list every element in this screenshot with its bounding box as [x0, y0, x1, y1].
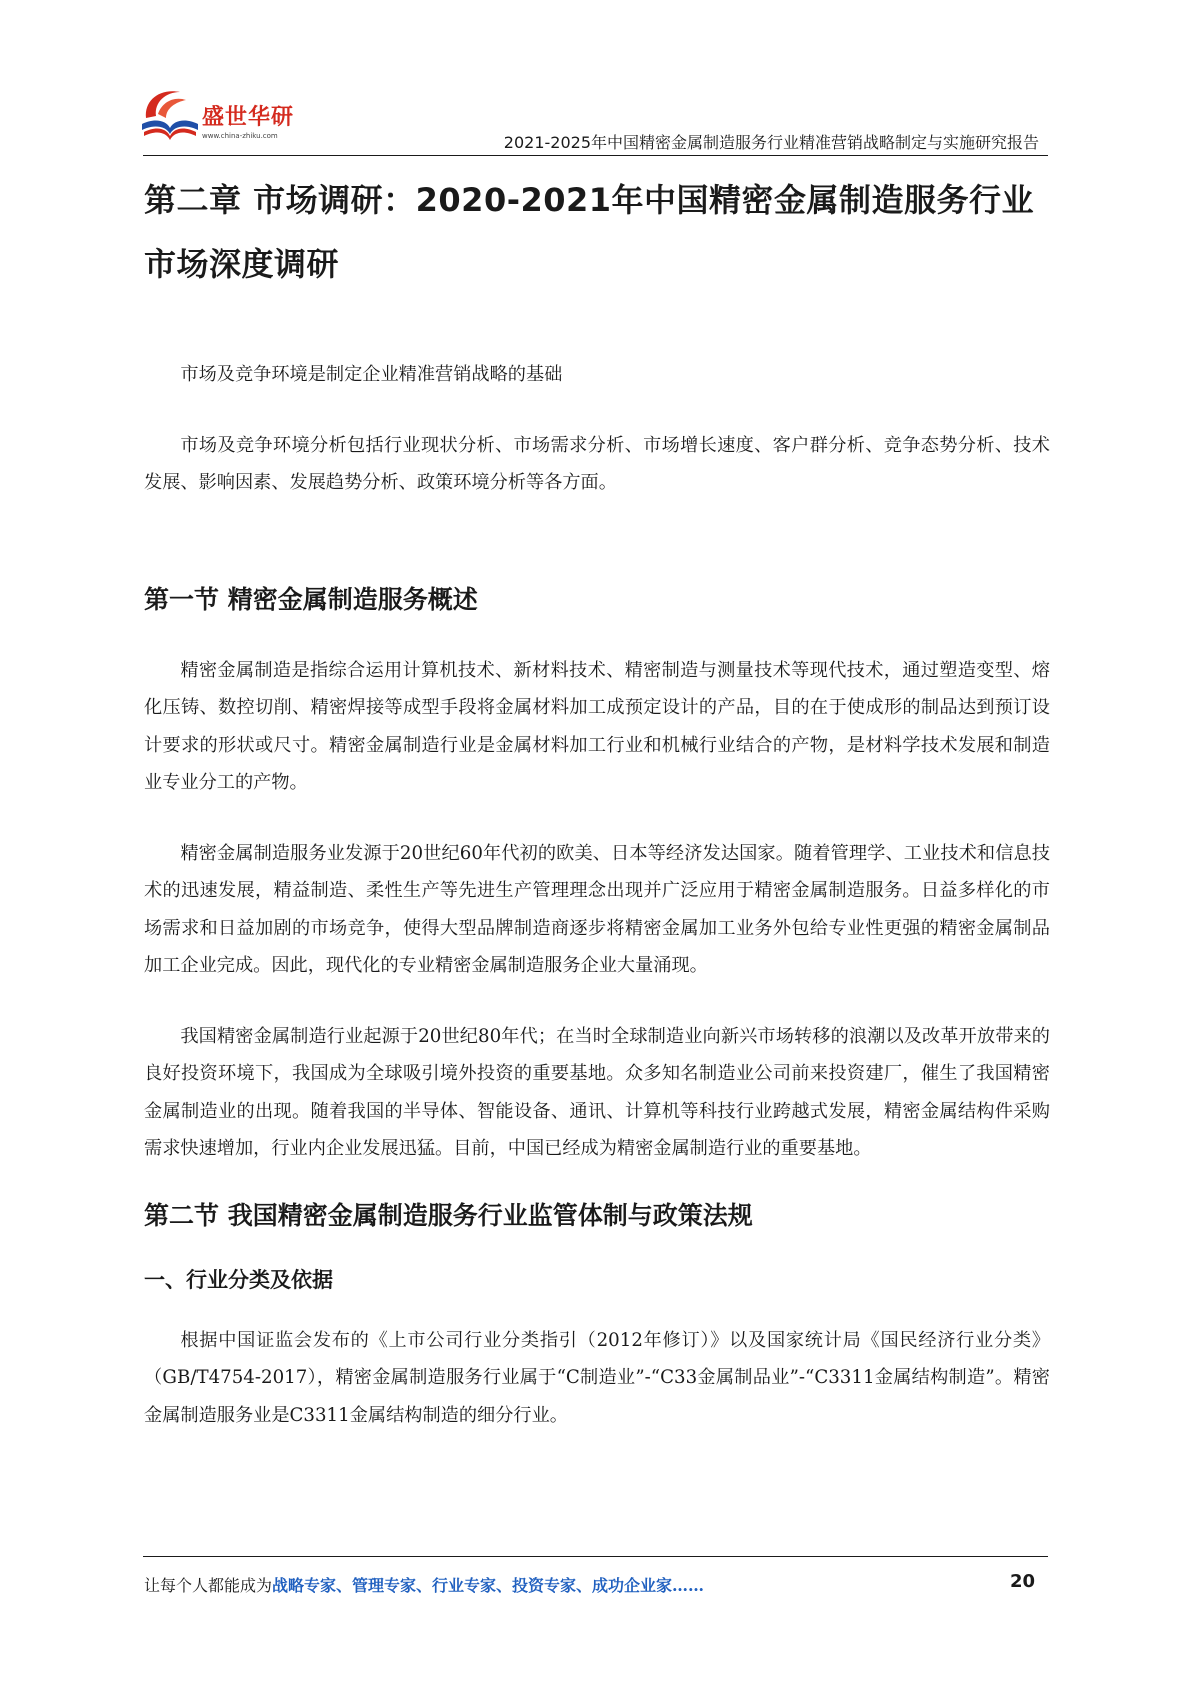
page-content	[144, 168, 1050, 1434]
logo-book-swoosh-icon	[140, 84, 200, 146]
footer-divider	[143, 1556, 1048, 1557]
footer-slogan-highlight: 战略专家、管理专家、行业专家、投资专家、成功企业家……	[272, 1576, 705, 1595]
intro-paragraph: 市场及竞争环境是制定企业精准营销战略的基础	[180, 364, 563, 385]
footer-slogan-prefix: 让每个人都能成为	[144, 1576, 273, 1595]
header-divider	[143, 155, 1048, 156]
intro-paragraph: 市场及竞争环境分析包括行业现状分析、市场需求分析、市场增长速度、客户群分析、竞争态势分析、技术发展、影响因素、发展趋势分析、政策环境分析等各方面。	[144, 434, 1050, 493]
page-number: 20	[1009, 1571, 1035, 1592]
chapter-title: 第二章 市场调研：2020-2021年中国精密金属制造服务行业市场深度调研	[144, 181, 1035, 283]
body-paragraph: 精密金属制造是指综合运用计算机技术、新材料技术、精密制造与测量技术等现代技术，通过塑造变型、熔化压铸、数控切削、精密焊接等成型手段将金属材料加工成预定设计的产品，目的在于使成形的制品达到预订设计要求的形状或尺寸。精密金属制造行业是金属材料加工行业和机械行业结合的产物，是材料学技术发展和制造业专业分工的产物。	[144, 659, 1050, 793]
report-title: 2021-2025年中国精密金属制造服务行业精准营销战略制定与实施研究报告	[503, 133, 1039, 152]
section-title: 第一节 精密金属制造服务概述	[144, 584, 478, 614]
body-paragraph: 我国精密金属制造行业起源于20世纪80年代；在当时全球制造业向新兴市场转移的浪潮以及改革开放带来的良好投资环境下，我国成为全球吸引境外投资的重要基地。众多知名制造业公司前来投资建厂，催生了我国精密金属制造业的出现。随着我国的半导体、智能设备、通讯、计算机等科技行业跨越式发展，精密金属结构件采购需求快速增加，行业内企业发展迅猛。目前，中国已经成为精密金属制造行业的重要基地。	[144, 1025, 1050, 1159]
section-title: 第二节 我国精密金属制造服务行业监管体制与政策法规	[144, 1200, 753, 1230]
logo-name: 盛世华研	[202, 105, 295, 130]
subsection-title: 一、行业分类及依据	[144, 1267, 333, 1292]
logo-url: www.china-zhiku.com	[202, 132, 278, 140]
body-paragraph: 精密金属制造服务业发源于20世纪60年代初的欧美、日本等经济发达国家。随着管理学、工业技术和信息技术的迅速发展，精益制造、柔性生产等先进生产管理理念出现并广泛应用于精密金属制造服务。日益多样化的市场需求和日益加剧的市场竞争，使得大型品牌制造商逐步将精密金属加工业务外包给专业性更强的精密金属制品加工企业完成。因此，现代化的专业精密金属制造服务企业大量涌现。	[144, 842, 1050, 976]
body-paragraph: 根据中国证监会发布的《上市公司行业分类指引（2012年修订）》以及国家统计局《国民经济行业分类》（GB/T4754-2017），精密金属制造服务行业属于“C制造业”-“C33金属制品业”-“C3311金属结构制造”。精密金属制造服务业是C3311金属结构制造的细分行业。	[144, 1329, 1050, 1426]
company-logo	[140, 84, 315, 148]
footer-slogan	[144, 1573, 704, 1596]
